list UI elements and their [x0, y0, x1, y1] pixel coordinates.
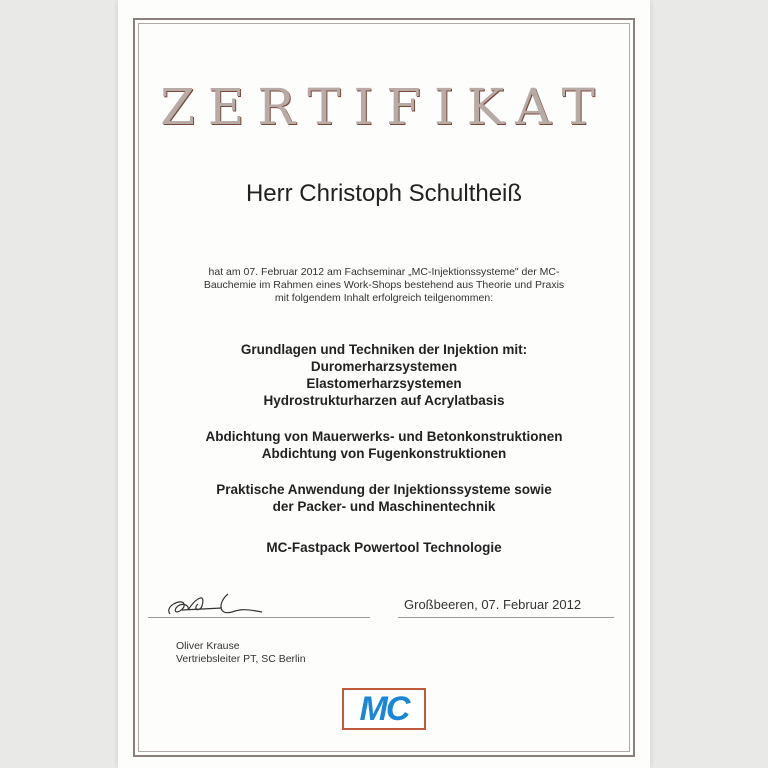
- recipient-name: Herr Christoph Schultheiß: [245, 180, 523, 207]
- intro-line: mit folgendem Inhalt erfolgreich teilgenommen:: [274, 292, 494, 304]
- mc-logo: [342, 688, 426, 730]
- signature: [162, 588, 282, 620]
- topic-line: Praktische Anwendung der Injektionssysteme sowie: [216, 482, 552, 497]
- signer-block: [176, 640, 306, 666]
- certificate-title: ZERTIFIKAT: [160, 78, 608, 136]
- intro-line: hat am 07. Februar 2012 am Fachseminar „MC-Injektionssysteme" der MC-: [208, 266, 560, 278]
- date-line: [398, 617, 614, 618]
- signature-line: [148, 617, 370, 618]
- place-date: Großbeeren, 07. Februar 2012: [404, 597, 582, 612]
- topic-line: der Packer- und Maschinentechnik: [272, 499, 496, 514]
- topic-line: Abdichtung von Mauerwerks- und Betonkonstruktionen: [205, 429, 563, 444]
- topic-block-fastpack: [118, 539, 650, 556]
- topic-block-sealing: [118, 428, 650, 462]
- topic-line: Hydrostrukturharzen auf Acrylatbasis: [263, 393, 505, 408]
- intro-line: Bauchemie im Rahmen eines Work-Shops bestehend aus Theorie und Praxis: [203, 279, 565, 291]
- topic-line: Abdichtung von Fugenkonstruktionen: [261, 446, 507, 461]
- logo-text: MC: [359, 689, 409, 728]
- signer-title: Vertriebsleiter PT, SC Berlin: [176, 653, 306, 665]
- topic-block-injection: [118, 341, 650, 409]
- topic-block-practice: [118, 481, 650, 515]
- topic-line: MC-Fastpack Powertool Technologie: [266, 540, 502, 555]
- intro-text: [118, 266, 650, 305]
- topic-line: Duromerharzsystemen: [310, 359, 458, 374]
- topic-line: Elastomerharzsystemen: [306, 376, 462, 391]
- topic-line: Grundlagen und Techniken der Injektion mit:: [240, 342, 528, 357]
- certificate-page: [118, 0, 650, 768]
- signer-name: Oliver Krause: [176, 640, 240, 652]
